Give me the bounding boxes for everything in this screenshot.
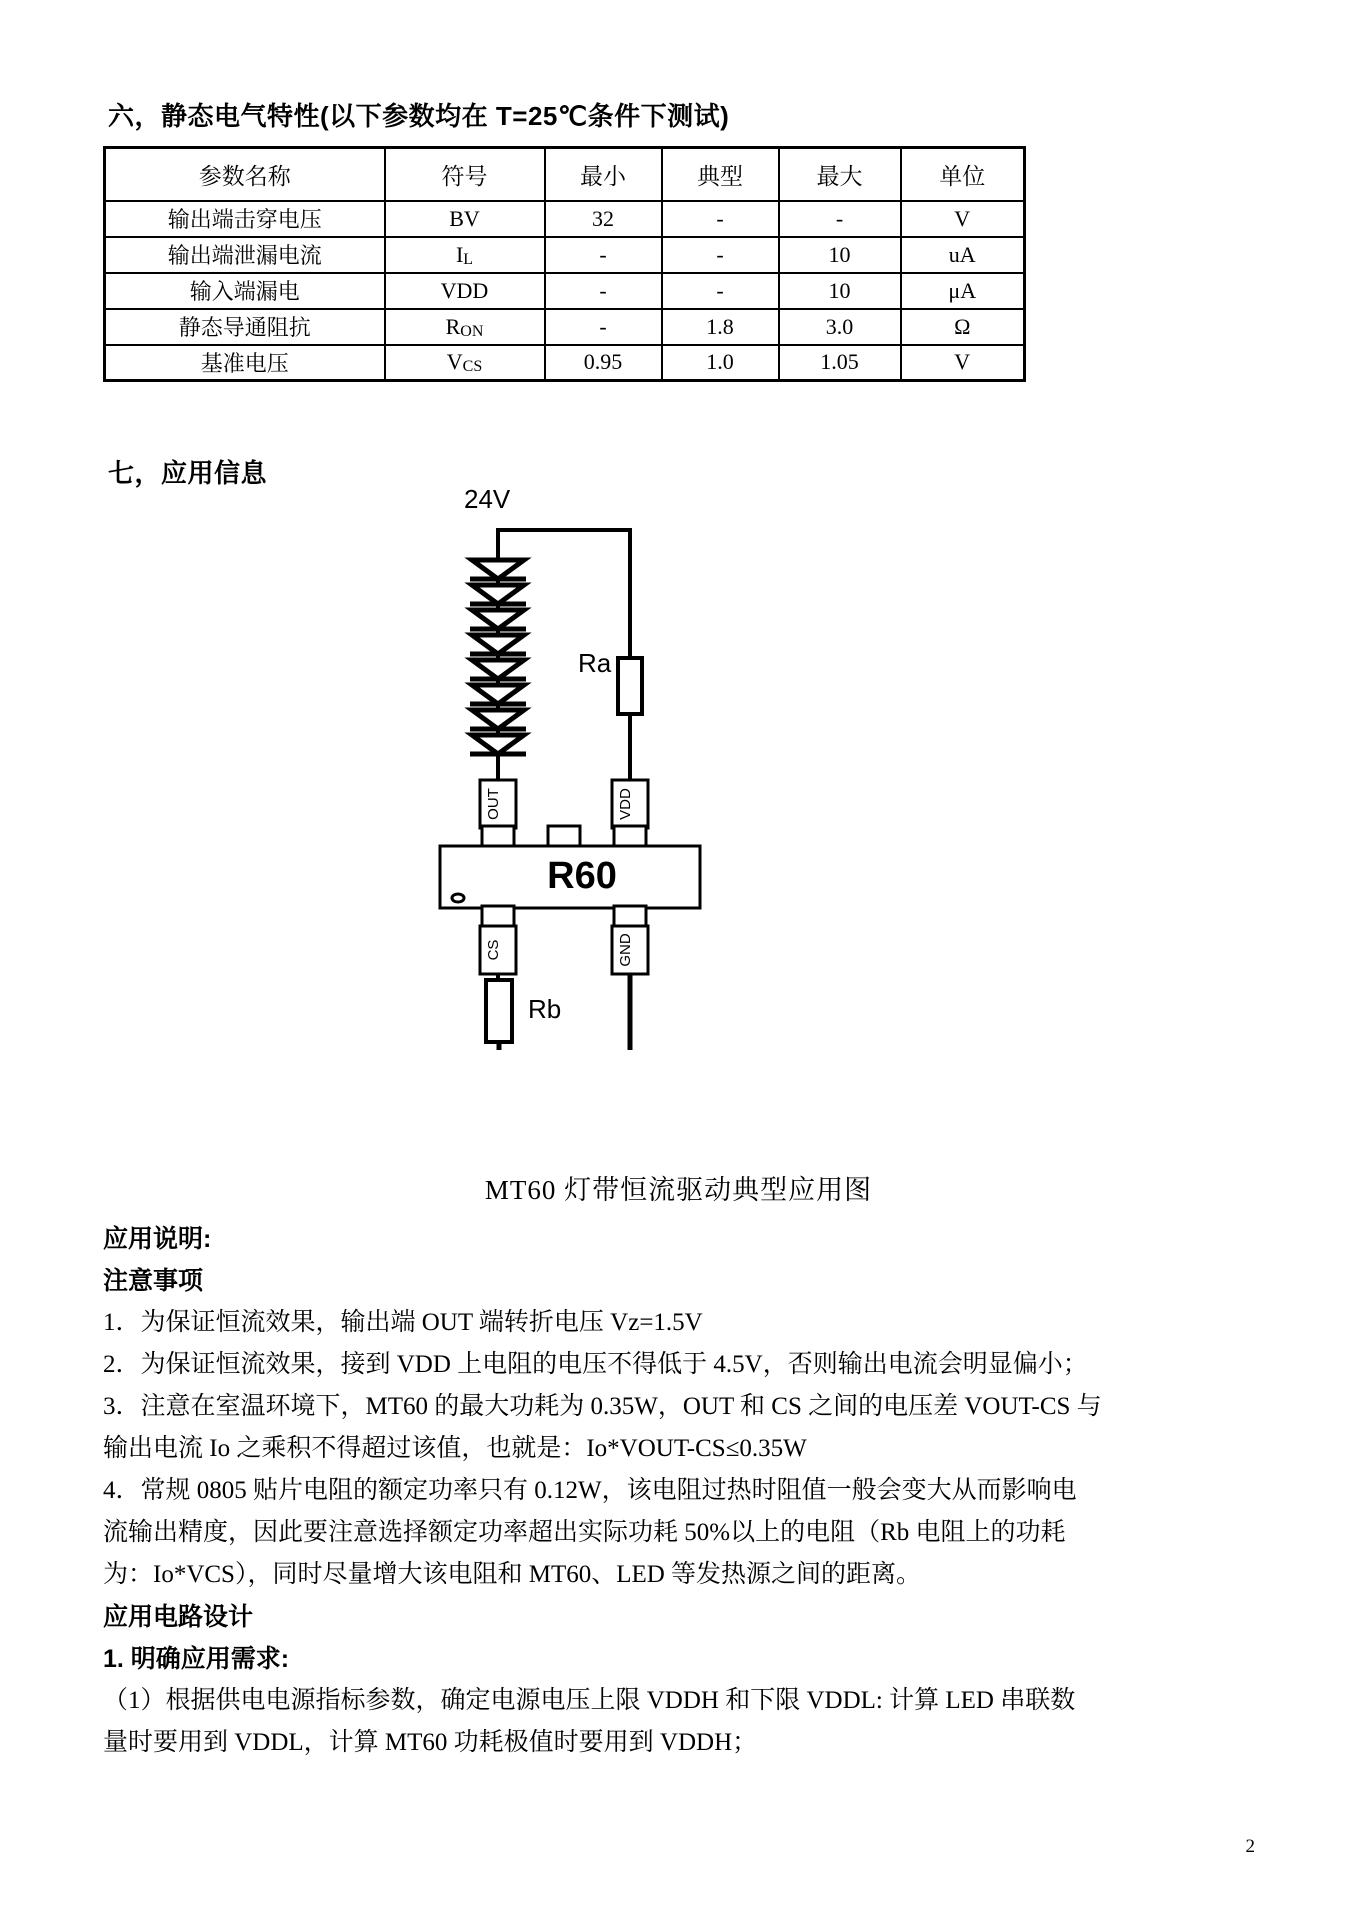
cell-max: 10 [779, 237, 901, 273]
cell-symbol [385, 201, 545, 237]
led-symbol [472, 710, 524, 729]
table-row [105, 201, 1025, 237]
pin-label-vdd: VDD [617, 788, 634, 820]
cell-unit: uA [901, 237, 1025, 273]
cell-parameter-name: 输入端漏电 [105, 273, 385, 309]
cell-max: - [779, 201, 901, 237]
pin-label-out: OUT [485, 788, 502, 820]
symbol-main: V [446, 349, 463, 375]
cell-min: - [545, 273, 662, 309]
pin-label-gnd: GND [617, 933, 634, 967]
table-header-cell: 符号 [385, 148, 545, 201]
symbol-subscript: ON [460, 322, 484, 340]
symbol-subscript: CS [462, 358, 483, 376]
cell-symbol [385, 345, 545, 381]
led-symbol [472, 560, 524, 579]
cell-typical: - [662, 201, 779, 237]
table-row [105, 345, 1025, 381]
design-section-title: 应用电路设计 [103, 1603, 254, 1631]
table-header-cell: 单位 [901, 148, 1025, 201]
table-header-cell: 参数名称 [105, 148, 385, 201]
cell-symbol [385, 273, 545, 309]
page-number: 2 [1245, 1836, 1255, 1857]
cell-parameter-name: 基准电压 [105, 345, 385, 381]
section-seven-heading: 七，应用信息 [108, 458, 268, 488]
section-six-heading: 六，静态电气特性(以下参数均在 T=25℃条件下测试) [108, 101, 730, 131]
table-header-cell: 最小 [545, 148, 662, 201]
symbol-main: BV [449, 205, 480, 231]
design-item-1: 1. 明确应用需求: [103, 1645, 290, 1673]
led-symbol [472, 635, 524, 654]
cell-min: 0.95 [545, 345, 662, 381]
note-item-1: 1．为保证恒流效果，输出端 OUT 端转折电压 Vz=1.5V [103, 1309, 703, 1336]
chip-label: R60 [547, 855, 617, 897]
design-sub-1-line-2: 量时要用到 VDDL，计算 MT60 功耗极值时要用到 VDDH； [103, 1729, 758, 1756]
cell-min: - [545, 309, 662, 345]
led-symbol [472, 685, 524, 704]
cell-typical: - [662, 273, 779, 309]
table-header-cell: 最大 [779, 148, 901, 201]
cell-parameter-name: 静态导通阻抗 [105, 309, 385, 345]
note-item-2: 2．为保证恒流效果，接到 VDD 上电阻的电压不得低于 4.5V，否则输出电流会明显偏小； [103, 1351, 1088, 1378]
led-symbol [472, 610, 524, 629]
table-row [105, 237, 1025, 273]
symbol-main: I [455, 241, 464, 267]
application-notes-block [103, 1218, 1263, 1764]
led-symbol [472, 660, 524, 679]
cell-symbol [385, 309, 545, 345]
symbol-main: R [445, 313, 461, 339]
app-note-title: 应用说明: [103, 1225, 212, 1253]
caution-title: 注意事项 [103, 1267, 204, 1295]
cell-parameter-name: 输出端击穿电压 [105, 201, 385, 237]
design-sub-1-line-1: （1）根据供电电源指标参数，确定电源电压上限 VDDH 和下限 VDDL: 计算 LED 串联数 [103, 1687, 1076, 1714]
electrical-spec-table [103, 146, 1026, 382]
cell-parameter-name: 输出端泄漏电流 [105, 237, 385, 273]
note-item-3-line-1: 3．注意在室温环境下，MT60 的最大功耗为 0.35W，OUT 和 CS 之间的电压差 VOUT-CS 与 [103, 1393, 1102, 1420]
note-item-4-line-3: 为：Io*VCS），同时尽量增大该电阻和 MT60、LED 等发热源之间的距离。 [103, 1561, 922, 1588]
cell-min: 32 [545, 201, 662, 237]
electrical-spec-table-wrapper [103, 146, 1003, 382]
cell-min: - [545, 237, 662, 273]
cell-symbol [385, 237, 545, 273]
led-symbol [472, 585, 524, 604]
resistor-b-label: Rb [528, 994, 562, 1024]
cell-unit: V [901, 201, 1025, 237]
cell-typical: - [662, 237, 779, 273]
supply-voltage-label: 24V [464, 484, 511, 514]
cell-unit: Ω [901, 309, 1025, 345]
note-item-4-line-1: 4．常规 0805 贴片电阻的额定功率只有 0.12W，该电阻过热时阻值一般会变大从而影响电 [103, 1477, 1077, 1504]
note-item-4-line-2: 流输出精度，因此要注意选择额定功率超出实际功耗 50%以上的电阻（Rb 电阻上的功耗 [103, 1519, 1066, 1546]
cell-max: 3.0 [779, 309, 901, 345]
cell-unit: V [901, 345, 1025, 381]
table-header-cell: 典型 [662, 148, 779, 201]
cell-max: 1.05 [779, 345, 901, 381]
table-row [105, 273, 1025, 309]
application-circuit-diagram [430, 480, 870, 1050]
symbol-subscript: L [463, 250, 474, 268]
figure-caption: MT60 灯带恒流驱动典型应用图 [484, 1175, 873, 1205]
pin-label-cs: CS [485, 939, 502, 961]
cell-max: 10 [779, 273, 901, 309]
symbol-main: VDD [440, 277, 489, 303]
cell-unit: μA [901, 273, 1025, 309]
cell-typical: 1.0 [662, 345, 779, 381]
cell-typical: 1.8 [662, 309, 779, 345]
note-item-3-line-2: 输出电流 Io 之乘积不得超过该值，也就是：Io*VOUT-CS≤0.35W [103, 1435, 807, 1462]
resistor-a-label: Ra [578, 648, 612, 678]
table-header-row [105, 148, 1025, 201]
led-symbol [472, 735, 524, 754]
table-row [105, 309, 1025, 345]
